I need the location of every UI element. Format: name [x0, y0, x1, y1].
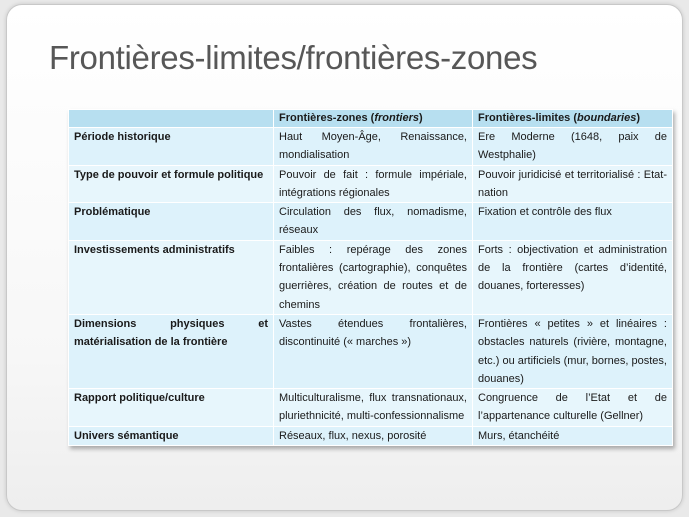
table-row	[69, 389, 673, 427]
header-text: Frontières-limites (	[478, 112, 578, 124]
cell-limites: Congruence de l’Etat et de l’appartenance culturelle (Gellner)	[473, 389, 673, 427]
cell-zones: Circulation des flux, nomadisme, réseaux	[274, 203, 473, 241]
cell-limites: Fixation et contrôle des flux	[473, 203, 673, 241]
cell-zones: Faibles : repérage des zones frontalières (cartographie), conquêtes guerrières, création de routes et de chemins	[274, 240, 473, 314]
header-text-end: )	[636, 112, 640, 124]
comparison-table	[68, 109, 673, 446]
cell-limites: Forts : objectivation et administration de la frontière (cartes d’identité, douanes, forteresses)	[473, 240, 673, 314]
header-frontieres-limites	[473, 110, 673, 128]
cell-zones: Réseaux, flux, nexus, porosité	[274, 426, 473, 445]
row-label: Univers sémantique	[69, 426, 274, 445]
table-row	[69, 165, 673, 203]
table-header-row	[69, 110, 673, 128]
cell-limites: Ere Moderne (1648, paix de Westphalie)	[473, 128, 673, 166]
table-row	[69, 240, 673, 314]
header-emphasis: boundaries	[577, 112, 637, 124]
cell-zones: Vastes étendues frontalières, discontinuité (« marches »)	[274, 314, 473, 388]
table-row	[69, 128, 673, 166]
cell-limites: Murs, étanchéité	[473, 426, 673, 445]
row-label: Période historique	[69, 128, 274, 166]
cell-limites: Pouvoir juridicisé et territorialisé : Etat-nation	[473, 165, 673, 203]
header-frontieres-zones	[274, 110, 473, 128]
cell-zones: Pouvoir de fait : formule impériale, intégrations régionales	[274, 165, 473, 203]
header-emphasis: frontiers	[374, 112, 419, 124]
row-label: Rapport politique/culture	[69, 389, 274, 427]
row-label: Dimensions physiques et matérialisation de la frontière	[69, 314, 274, 388]
table-row	[69, 426, 673, 445]
header-text: Frontières-zones (	[279, 112, 375, 124]
row-label: Type de pouvoir et formule politique	[69, 165, 274, 203]
row-label: Problématique	[69, 203, 274, 241]
slide	[6, 4, 683, 511]
table-row	[69, 203, 673, 241]
cell-limites: Frontières « petites » et linéaires : obstacles naturels (rivière, montagne, etc.) ou artificiels (mur, bornes, postes, douanes)	[473, 314, 673, 388]
cell-zones: Haut Moyen-Âge, Renaissance, mondialisation	[274, 128, 473, 166]
table-row	[69, 314, 673, 388]
cell-zones: Multiculturalisme, flux transnationaux, pluriethnicité, multi-confessionnalisme	[274, 389, 473, 427]
header-empty-cell	[69, 110, 274, 128]
header-text-end: )	[418, 112, 423, 124]
slide-title: Frontières-limites/frontières-zones	[49, 39, 538, 76]
row-label: Investissements administratifs	[69, 240, 274, 314]
